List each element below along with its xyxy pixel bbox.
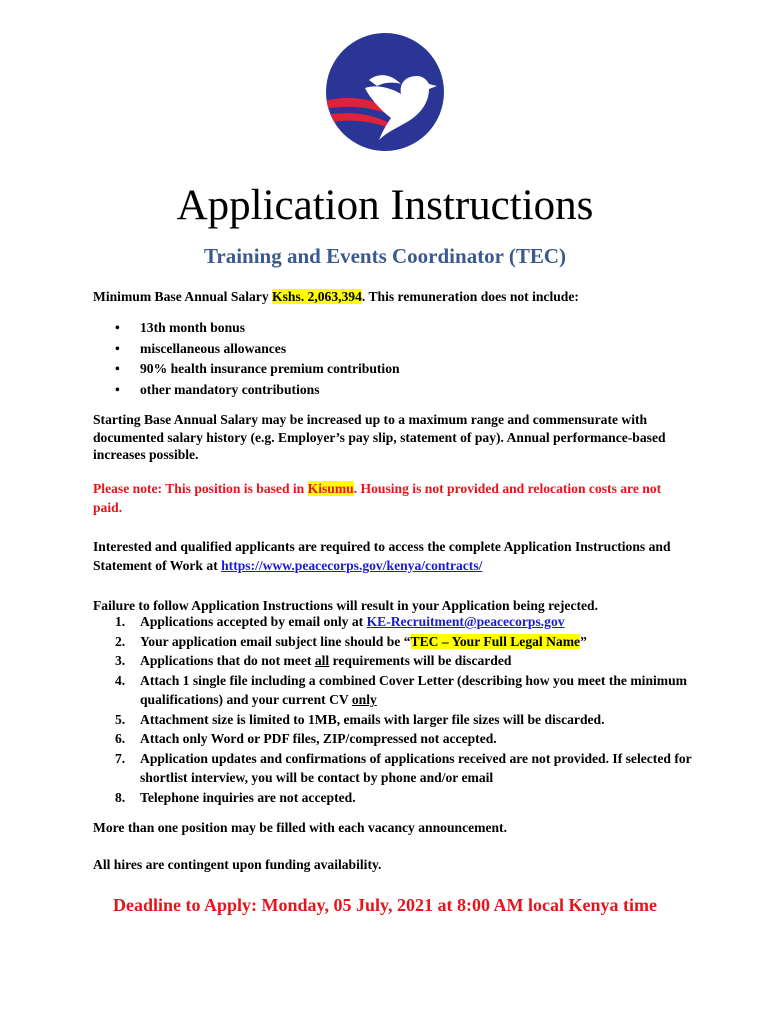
rule-text: Attachment size is limited to 1MB, emails with larger file sizes will be discarded. (140, 711, 605, 727)
recruitment-email-link[interactable]: KE-Recruitment@peacecorps.gov (366, 614, 565, 629)
list-item: • miscellaneous allowances (93, 339, 400, 360)
rule-number: 5. (115, 711, 126, 727)
list-item (93, 671, 693, 710)
starting-salary-paragraph: Starting Base Annual Salary may be increased up to a maximum range and commensurate with documented salary history (e.g. Employer’s pay slip, statement of pay). Annual performance-based increases possible. (93, 412, 666, 462)
peace-corps-logo-icon (325, 32, 445, 152)
salary-paragraph (93, 287, 693, 307)
rule-number: 7. (115, 750, 126, 766)
list-item (93, 788, 693, 808)
application-rules-list (93, 612, 693, 807)
rule-text: Attach 1 single file including a combined Cover Letter (describing how you meet the minimum qualifications) and your current CV (140, 672, 687, 707)
rule-text: Your application email subject line should be “ (140, 633, 411, 649)
application-deadline: Deadline to Apply: Monday, 05 July, 2021 at 8:00 AM local Kenya time (112, 895, 657, 915)
list-item: • other mandatory contributions (93, 380, 400, 401)
job-subtitle: Training and Events Coordinator (TEC) (203, 244, 567, 268)
rule-emphasis: only (351, 692, 377, 707)
rule-emphasis: all (314, 653, 330, 668)
note-suffix: . Housing is not provided and relocation costs are not paid. (93, 481, 662, 515)
rule-number: 4. (115, 672, 126, 688)
rule-text: requirements will be discarded (329, 653, 512, 668)
failure-warning: Failure to follow Application Instructions will result in your Application being rejected. (93, 598, 599, 613)
note-location: Kisumu (307, 481, 354, 496)
salary-amount: Kshs. 2,063,394 (272, 289, 362, 304)
funding-note: All hires are contingent upon funding availability. (93, 857, 382, 872)
subject-line-highlight: TEC – Your Full Legal Name (410, 633, 581, 649)
list-item (93, 729, 693, 749)
rule-number: 8. (115, 789, 126, 805)
list-item: • 13th month bonus (93, 318, 400, 339)
rule-text: Application updates and confirmations of applications received are not provided. If selected for shortlist interview, you will be contact by phone and/or email (140, 750, 692, 785)
note-prefix: Please note: This position is based in (93, 481, 308, 496)
interest-paragraph (93, 537, 683, 575)
rule-text: Applications accepted by email only at (140, 614, 367, 629)
location-note (93, 480, 683, 517)
rule-text: Telephone inquiries are not accepted. (140, 789, 356, 805)
interest-text: Interested and qualified applicants are required to access the complete Application Instructions and Statement of Work at (93, 539, 671, 573)
contracts-link[interactable]: https://www.peacecorps.gov/kenya/contracts/ (221, 558, 483, 573)
list-item (93, 651, 693, 671)
rule-number: 3. (115, 653, 126, 668)
excluded-benefits-list (93, 318, 400, 400)
rule-text: Applications that do not meet (140, 653, 315, 668)
rule-number: 6. (115, 731, 126, 746)
list-item: • 90% health insurance premium contribution (93, 359, 400, 380)
salary-prefix: Minimum Base Annual Salary (93, 289, 273, 304)
rule-number: 1. (115, 614, 126, 629)
list-item (93, 710, 693, 730)
list-item (93, 612, 693, 632)
rule-text: ” (580, 633, 587, 649)
salary-suffix: . This remuneration does not include: (361, 289, 579, 304)
multiple-positions-note: More than one position may be filled with each vacancy announcement. (93, 820, 507, 835)
page-title: Application Instructions (176, 182, 594, 229)
rule-number: 2. (115, 633, 126, 649)
list-item (93, 749, 693, 788)
rule-text: Attach only Word or PDF files, ZIP/compressed not accepted. (140, 731, 497, 746)
list-item (93, 632, 693, 652)
